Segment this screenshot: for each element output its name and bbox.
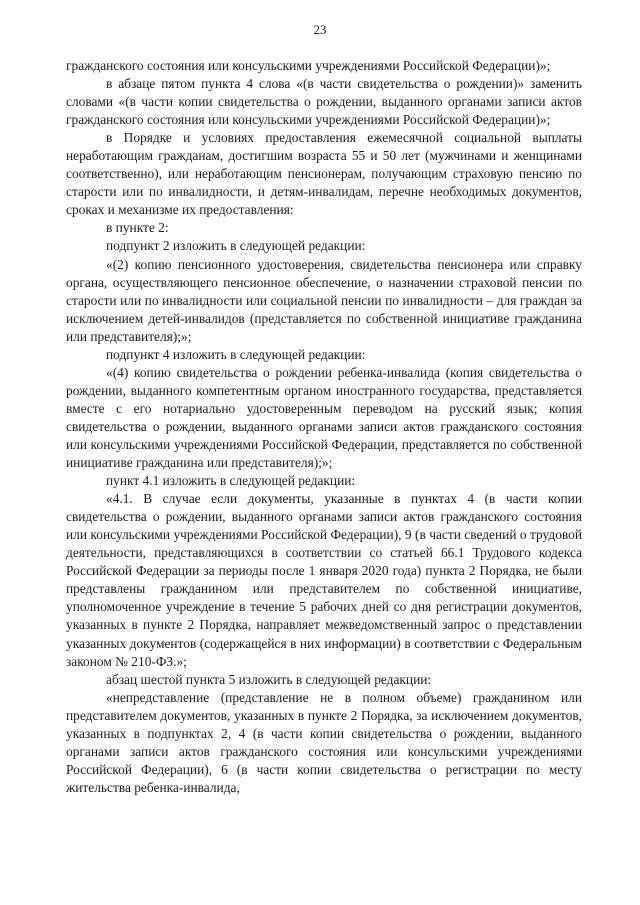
document-body	[66, 57, 582, 797]
page-number: 23	[313, 22, 327, 37]
paragraph: подпункт 4 изложить в следующей редакции:	[106, 346, 366, 362]
paragraph: абзац шестой пункта 5 изложить в следующей редакции:	[106, 671, 432, 687]
paragraph: «4.1. В случае если документы, указанные в пунктах 4 (в части копии свидетельства о рождении, выданного органами записи актов гражданского состояния или консульскими учреждениями Российской Федерации), 9 (в части сведений о трудовой деятельности, представляющихся в соответствии со статьей 66.1 Трудового кодекса Российской Федерации за периоды после 1 января 2020 года) пункта 2 Порядка, не были представлены гражданином или представителем по собственной инициативе, уполномоченное учреждение в течение 5 рабочих дней со дня регистрации документов, указанных в пункте 2 Порядка, направляет межведомственный запрос о представлении указанных документов (содержащейся в них информации) в соответствии с Федеральным законом № 210-ФЗ.»;	[66, 491, 582, 669]
paragraph: гражданского состояния или консульскими учреждениями Российской Федерации)»;	[66, 58, 551, 73]
paragraph: «непредставление (представление не в полном объеме) гражданином или представителем документов, указанных в пункте 2 Порядка, за исключением документов, указанных в подпунктах 2, 4 (в части копии свидетельства о рождении, выданного органами записи актов гражданского состояния или консульскими учреждениями Российской Федерации), 6 (в части копии свидетельства о регистрации по месту жительства ребенка-инвалида,	[66, 689, 582, 795]
paragraph: пункт 4.1 изложить в следующей редакции:	[106, 473, 356, 489]
paragraph: «(2) копию пенсионного удостоверения, свидетельства пенсионера или справку органа, осуществляющего пенсионное обеспечение, о назначении страховой пенсии по старости или по инвалидности или социальной пенсии по инвалидности – для граждан за исключением детей-инвалидов (представляется по собственной инициативе гражданина или представителя);»;	[66, 256, 582, 344]
paragraph: подпункт 2 изложить в следующей редакции:	[106, 238, 366, 254]
paragraph: в абзаце пятом пункта 4 слова «(в части свидетельства о рождении)» заменить словами «(в части копии свидетельства о рождении, выданного органами записи актов гражданского состояния или консульскими учреждениями Российской Федерации)»;	[66, 76, 582, 128]
paragraph: в пункте 2:	[106, 220, 169, 236]
paragraph: «(4) копию свидетельства о рождении ребенка-инвалида (копия свидетельства о рождении, выданного компетентным органом иностранного государства, представляется вместе с его нотариально удостоверенным переводом на русский язык; копия свидетельства о рождении, выданного органами записи актов гражданского состояния или консульскими учреждениями Российской Федерации, представляется по собственной инициативе гражданина или представителя);»;	[66, 364, 582, 471]
paragraph: в Порядке и условиях предоставления ежемесячной социальной выплаты неработающим гражданам, достигшим возраста 55 и 50 лет (мужчинами и женщинами соответственно), или неработающим пенсионерам, получающим страховую пенсию по старости или по инвалидности, и детям-инвалидам, перечне необходимых документов, сроках и механизме их предоставления:	[66, 130, 582, 218]
